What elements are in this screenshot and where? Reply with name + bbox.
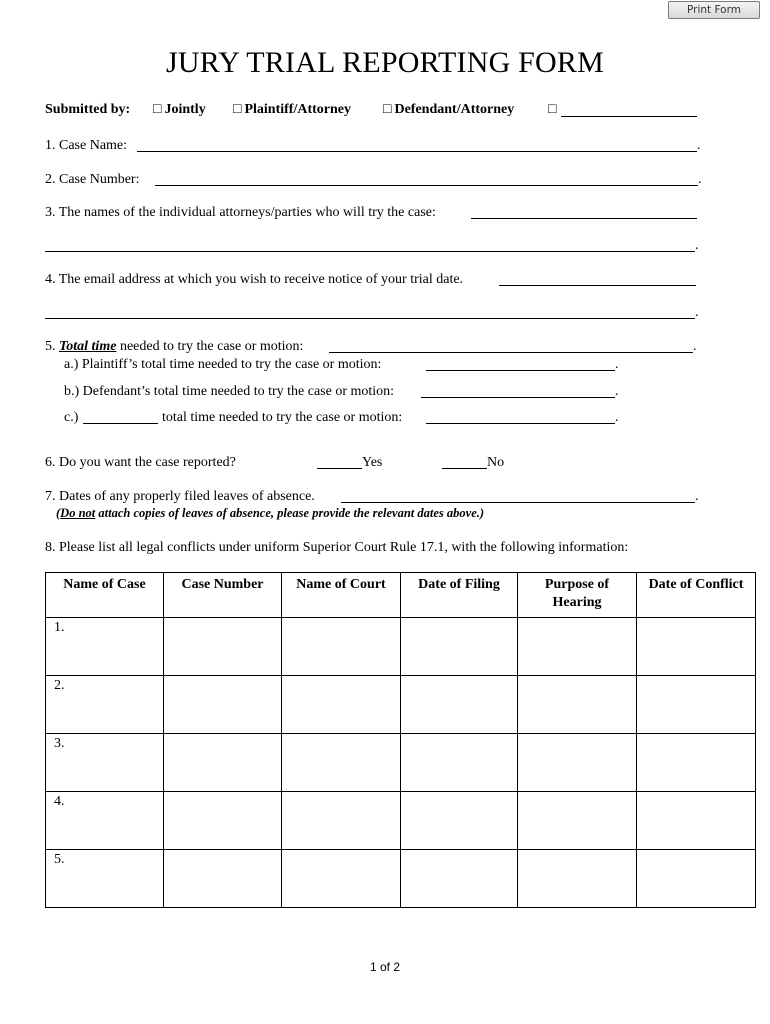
conflicts-label: 8. Please list all legal conflicts under uniform Superior Court Rule 17.1, with the following information: xyxy=(45,540,629,555)
defendant-attorney-label: Defendant/Attorney xyxy=(394,102,515,117)
header-name-of-court: Name of Court xyxy=(282,573,401,618)
table-cell[interactable] xyxy=(164,734,282,792)
header-name-of-case: Name of Case xyxy=(46,573,164,618)
table-cell[interactable] xyxy=(637,850,756,908)
other-party-name-field[interactable] xyxy=(83,423,158,424)
table-cell[interactable] xyxy=(164,850,282,908)
reported-label: 6. Do you want the case reported? xyxy=(45,455,236,470)
plaintiff-time-label: a.) Plaintiff’s total time needed to try the case or motion: xyxy=(64,357,382,372)
table-cell[interactable] xyxy=(401,676,518,734)
table-cell[interactable] xyxy=(637,618,756,676)
email-field-line-2[interactable] xyxy=(45,318,695,319)
table-cell[interactable] xyxy=(282,850,401,908)
other-time-field[interactable] xyxy=(426,423,615,424)
plaintiff-attorney-label: Plaintiff/Attorney xyxy=(244,102,351,117)
checkbox-icon[interactable]: □ xyxy=(383,102,392,117)
row-number[interactable]: 2. xyxy=(46,676,164,734)
header-purpose-of-hearing: Purpose of Hearing xyxy=(518,573,637,618)
jointly-label: Jointly xyxy=(164,102,206,117)
checkbox-icon[interactable]: □ xyxy=(153,102,162,117)
table-cell[interactable] xyxy=(282,618,401,676)
case-number-field[interactable] xyxy=(155,185,698,186)
defendant-attorney-option[interactable] xyxy=(383,101,514,118)
table-cell[interactable] xyxy=(518,792,637,850)
page-number: 1 of 2 xyxy=(369,960,401,974)
jointly-option[interactable] xyxy=(153,101,206,118)
attorneys-label: 3. The names of the individual attorneys/parties who will try the case: xyxy=(45,205,436,220)
table-cell[interactable] xyxy=(164,676,282,734)
total-time-field[interactable] xyxy=(329,352,693,353)
plaintiff-time-field[interactable] xyxy=(426,370,615,371)
period: . xyxy=(697,138,701,153)
leaves-of-absence-label: 7. Dates of any properly filed leaves of absence. xyxy=(45,489,315,504)
header-date-of-filing: Date of Filing xyxy=(401,573,518,618)
q5-number: 5. xyxy=(45,339,56,354)
email-field-line-1[interactable] xyxy=(499,285,696,286)
checkbox-icon[interactable]: □ xyxy=(233,102,242,117)
total-time-emphasis: Total time xyxy=(59,339,117,354)
table-cell[interactable] xyxy=(282,792,401,850)
header-date-of-conflict: Date of Conflict xyxy=(637,573,756,618)
email-label: 4. The email address at which you wish to receive notice of your trial date. xyxy=(45,272,464,287)
reported-yes-field[interactable] xyxy=(317,468,362,469)
total-time-label xyxy=(45,338,303,355)
plaintiff-attorney-option[interactable] xyxy=(233,101,351,118)
table-row xyxy=(46,734,756,792)
other-time-label: total time needed to try the case or motion: xyxy=(162,410,403,425)
table-cell[interactable] xyxy=(518,618,637,676)
table-cell[interactable] xyxy=(637,792,756,850)
table-cell[interactable] xyxy=(637,734,756,792)
other-party-field[interactable] xyxy=(561,116,697,117)
case-name-label: 1. Case Name: xyxy=(45,138,128,153)
table-cell[interactable] xyxy=(518,850,637,908)
row-number[interactable]: 5. xyxy=(46,850,164,908)
reported-yes-label: Yes xyxy=(362,455,383,470)
period: . xyxy=(615,410,619,425)
table-cell[interactable] xyxy=(401,792,518,850)
table-cell[interactable] xyxy=(282,734,401,792)
period: . xyxy=(698,172,702,187)
reported-no-label: No xyxy=(487,455,505,470)
attorneys-field-line-2[interactable] xyxy=(45,251,695,252)
row-number[interactable]: 3. xyxy=(46,734,164,792)
other-option[interactable] xyxy=(548,101,559,118)
other-time-prefix: c.) xyxy=(64,410,79,425)
table-cell[interactable] xyxy=(518,676,637,734)
period: . xyxy=(695,489,699,504)
table-cell[interactable] xyxy=(401,618,518,676)
table-header-row xyxy=(46,573,756,618)
defendant-time-label: b.) Defendant’s total time needed to try the case or motion: xyxy=(64,384,395,399)
period: . xyxy=(615,357,619,372)
attorneys-field-line-1[interactable] xyxy=(471,218,697,219)
table-cell[interactable] xyxy=(164,792,282,850)
period: . xyxy=(693,339,697,354)
checkbox-icon[interactable]: □ xyxy=(548,102,557,117)
table-cell[interactable] xyxy=(637,676,756,734)
leaves-note: (Do not attach copies of leaves of absence, please provide the relevant dates above.) xyxy=(56,506,485,520)
do-not-emphasis: Do not xyxy=(60,506,96,520)
defendant-time-field[interactable] xyxy=(421,397,615,398)
table-row xyxy=(46,618,756,676)
print-form-button[interactable]: Print Form xyxy=(668,1,760,19)
table-row xyxy=(46,792,756,850)
submitted-by-label: Submitted by: xyxy=(45,102,131,117)
total-time-rest: needed to try the case or motion: xyxy=(119,339,304,354)
case-number-label: 2. Case Number: xyxy=(45,172,140,187)
table-row xyxy=(46,850,756,908)
period: . xyxy=(695,305,699,320)
table-cell[interactable] xyxy=(401,734,518,792)
conflicts-table xyxy=(45,572,756,908)
header-case-number: Case Number xyxy=(164,573,282,618)
period: . xyxy=(615,384,619,399)
table-cell[interactable] xyxy=(518,734,637,792)
case-name-field[interactable] xyxy=(137,151,697,152)
table-cell[interactable] xyxy=(164,618,282,676)
period: . xyxy=(695,238,699,253)
reported-no-field[interactable] xyxy=(442,468,487,469)
row-number[interactable]: 1. xyxy=(46,618,164,676)
form-title: JURY TRIAL REPORTING FORM xyxy=(166,46,604,79)
table-cell[interactable] xyxy=(401,850,518,908)
leaves-of-absence-field[interactable] xyxy=(341,502,695,503)
row-number[interactable]: 4. xyxy=(46,792,164,850)
table-row xyxy=(46,676,756,734)
table-cell[interactable] xyxy=(282,676,401,734)
